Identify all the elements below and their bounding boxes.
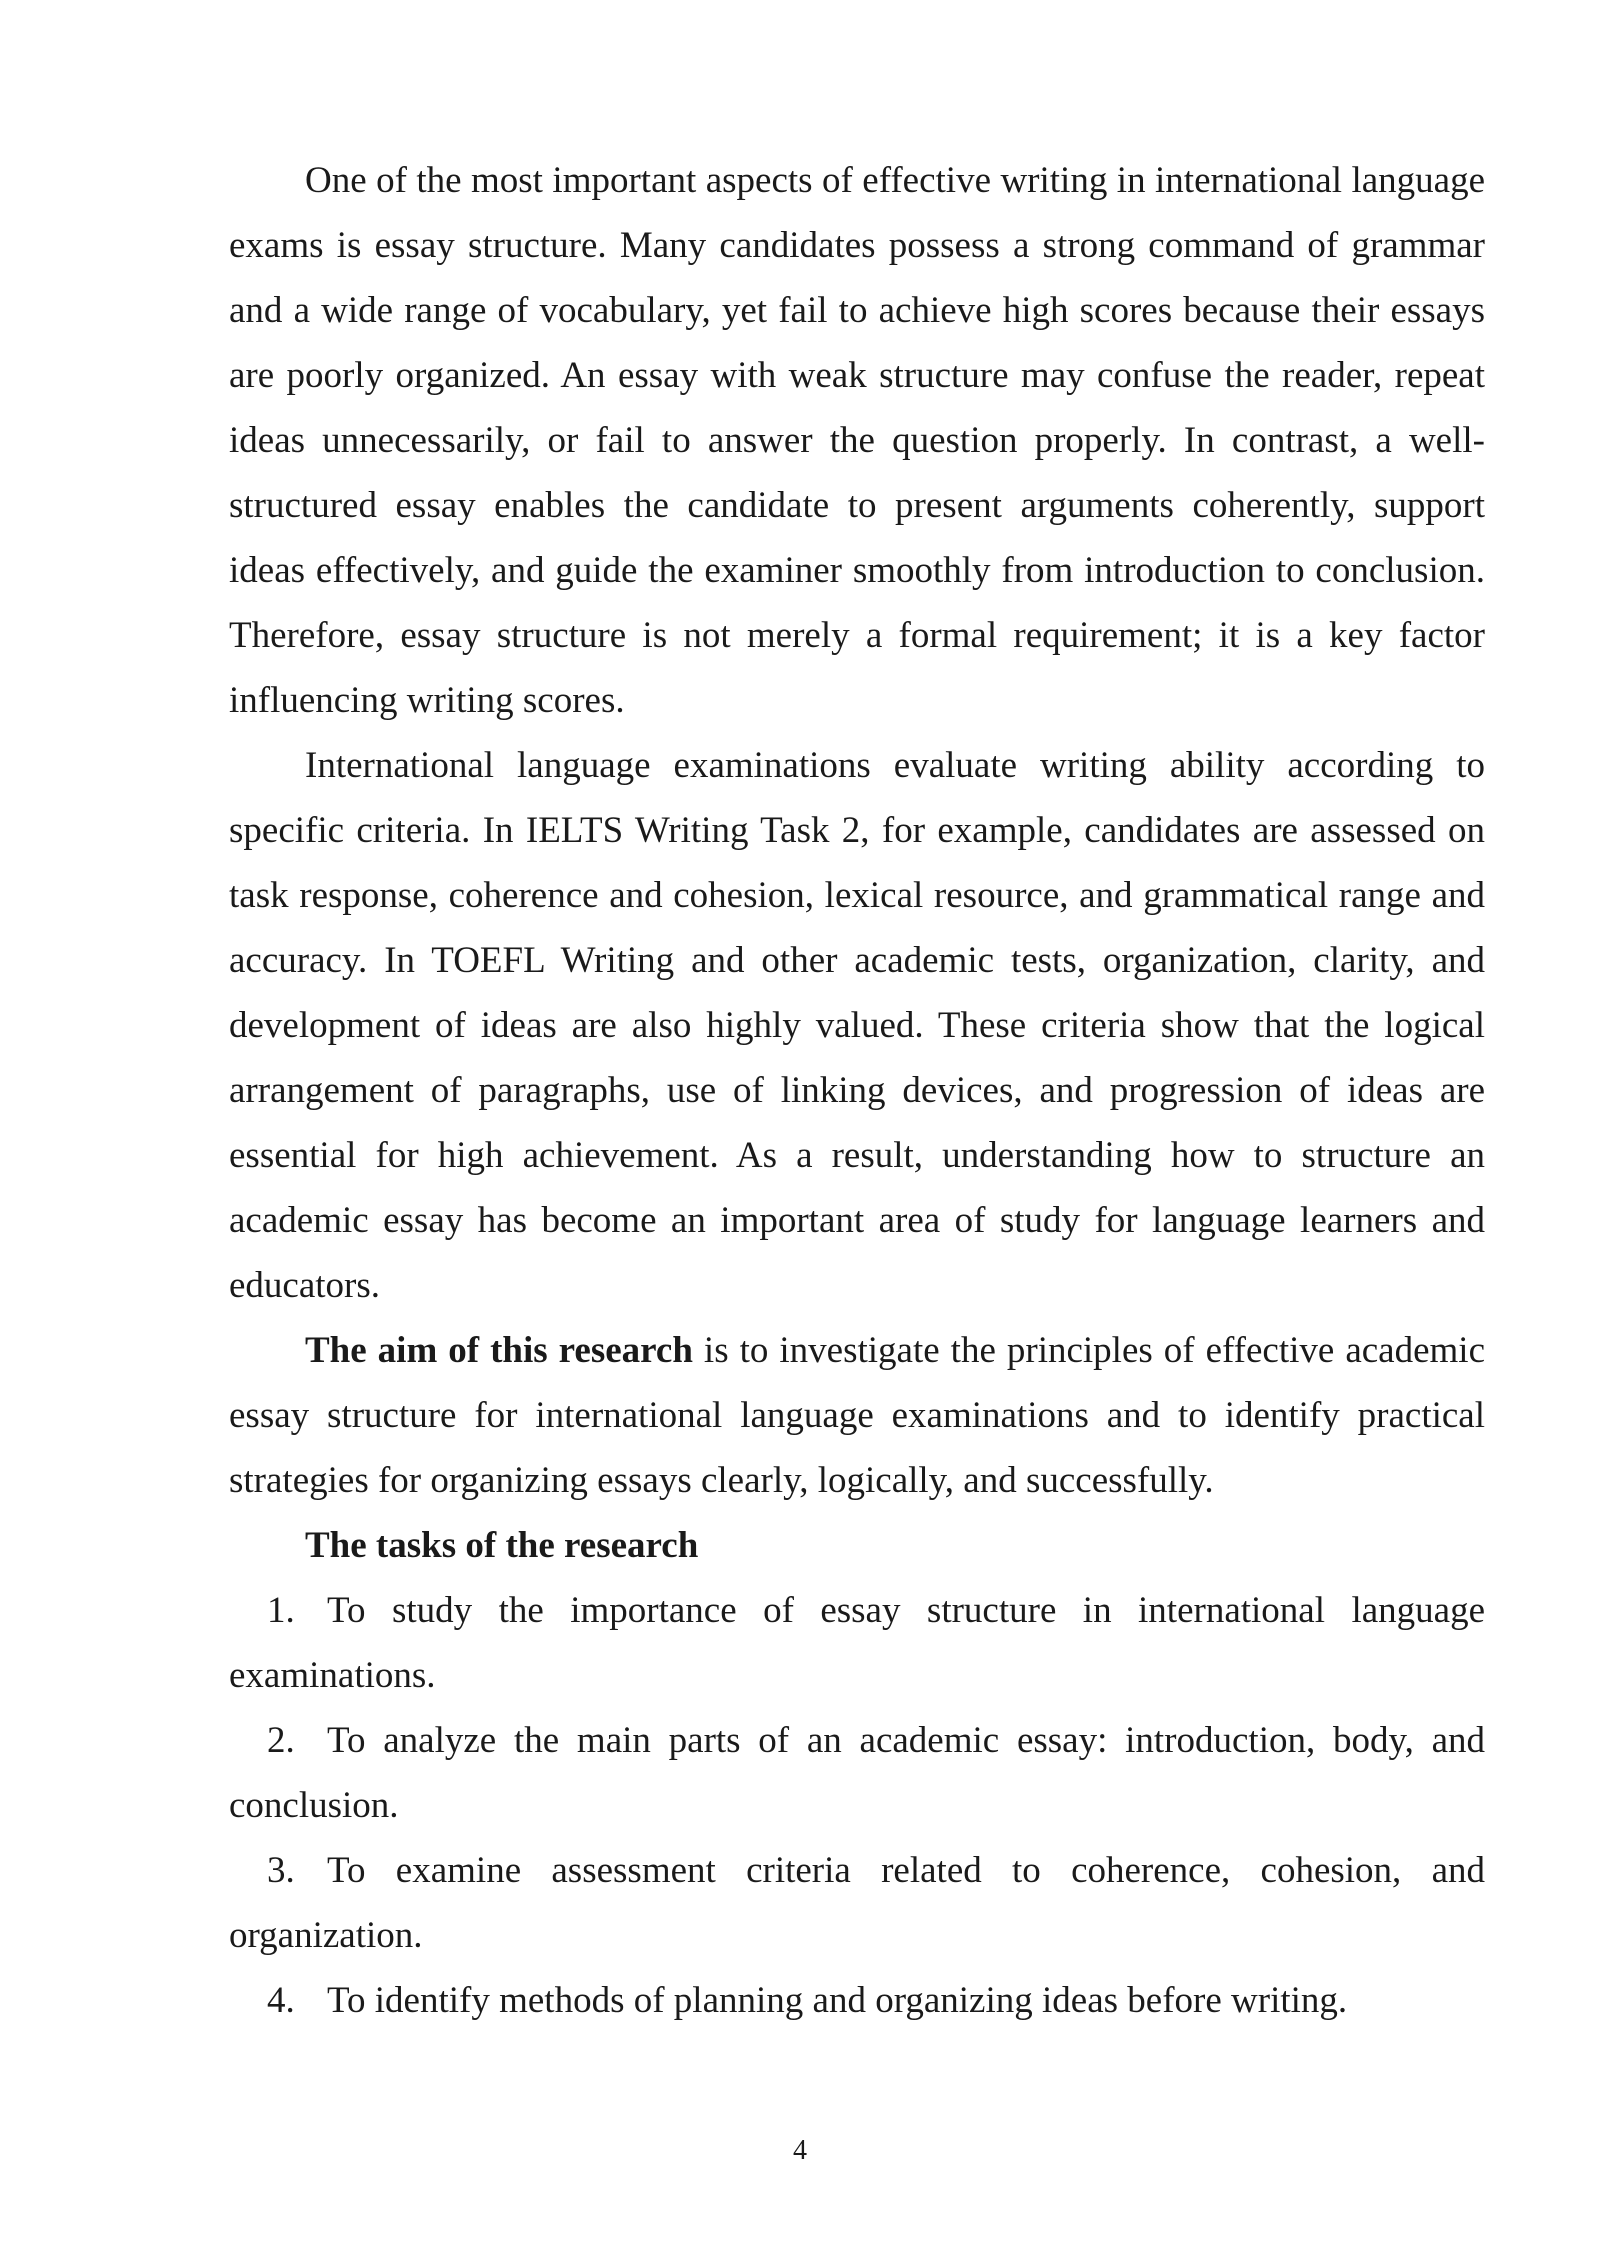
list-item-text: To analyze the main parts of an academic essay: introduction, body, and conclusion.: [229, 1720, 1485, 1826]
page-number: 4: [793, 2135, 807, 2166]
tasks-list: [229, 1578, 1485, 2033]
list-item: [229, 1708, 1485, 1838]
list-item-number: 4.: [267, 1980, 295, 2021]
list-item-number: 3.: [267, 1850, 295, 1891]
paragraph-intro: One of the most important aspects of effective writing in international language exams is essay structure. Many candidates possess a strong command of grammar and a wide range of vocabulary, yet fail to achieve high scores because their essays are poorly organized. An essay with weak structure may confuse the reader, repeat ideas unnecessarily, or fail to answer the question properly. In contrast, a well-structured essay enables the candidate to present arguments coherently, support ideas effectively, and guide the examiner smoothly from introduction to conclusion. Therefore, essay structure is not merely a formal requirement; it is a key factor influencing writing scores.: [229, 160, 1485, 721]
list-item-text: To examine assessment criteria related to coherence, cohesion, and organization.: [229, 1850, 1485, 1956]
list-item-text: To study the importance of essay structure in international language examinations.: [229, 1590, 1485, 1696]
paragraph-aim: [229, 1318, 1485, 1513]
aim-text: is to investigate the principles of effective academic essay structure for international language examinations and to identify practical strategies for organizing essays clearly, logically, and successfully.: [229, 1330, 1485, 1501]
list-item-number: 2.: [267, 1720, 295, 1761]
list-item-text: To identify methods of planning and organizing ideas before writing.: [327, 1980, 1348, 2021]
aim-label: The aim of this research: [305, 1330, 693, 1371]
paragraph-criteria: International language examinations evaluate writing ability according to specific criteria. In IELTS Writing Task 2, for example, candidates are assessed on task response, coherence and cohesion, lexical resource, and grammatical range and accuracy. In TOEFL Writing and other academic tests, organization, clarity, and development of ideas are also highly valued. These criteria show that the logical arrangement of paragraphs, use of linking devices, and progression of ideas are essential for high achievement. As a result, understanding how to structure an academic essay has become an important area of study for language learners and educators.: [229, 745, 1485, 1306]
list-item: [229, 1578, 1485, 1708]
list-item-number: 1.: [267, 1590, 295, 1631]
list-item: [229, 1968, 1485, 2033]
tasks-heading: The tasks of the research: [305, 1525, 699, 1566]
list-item: [229, 1838, 1485, 1968]
body-text: [229, 148, 1485, 2033]
